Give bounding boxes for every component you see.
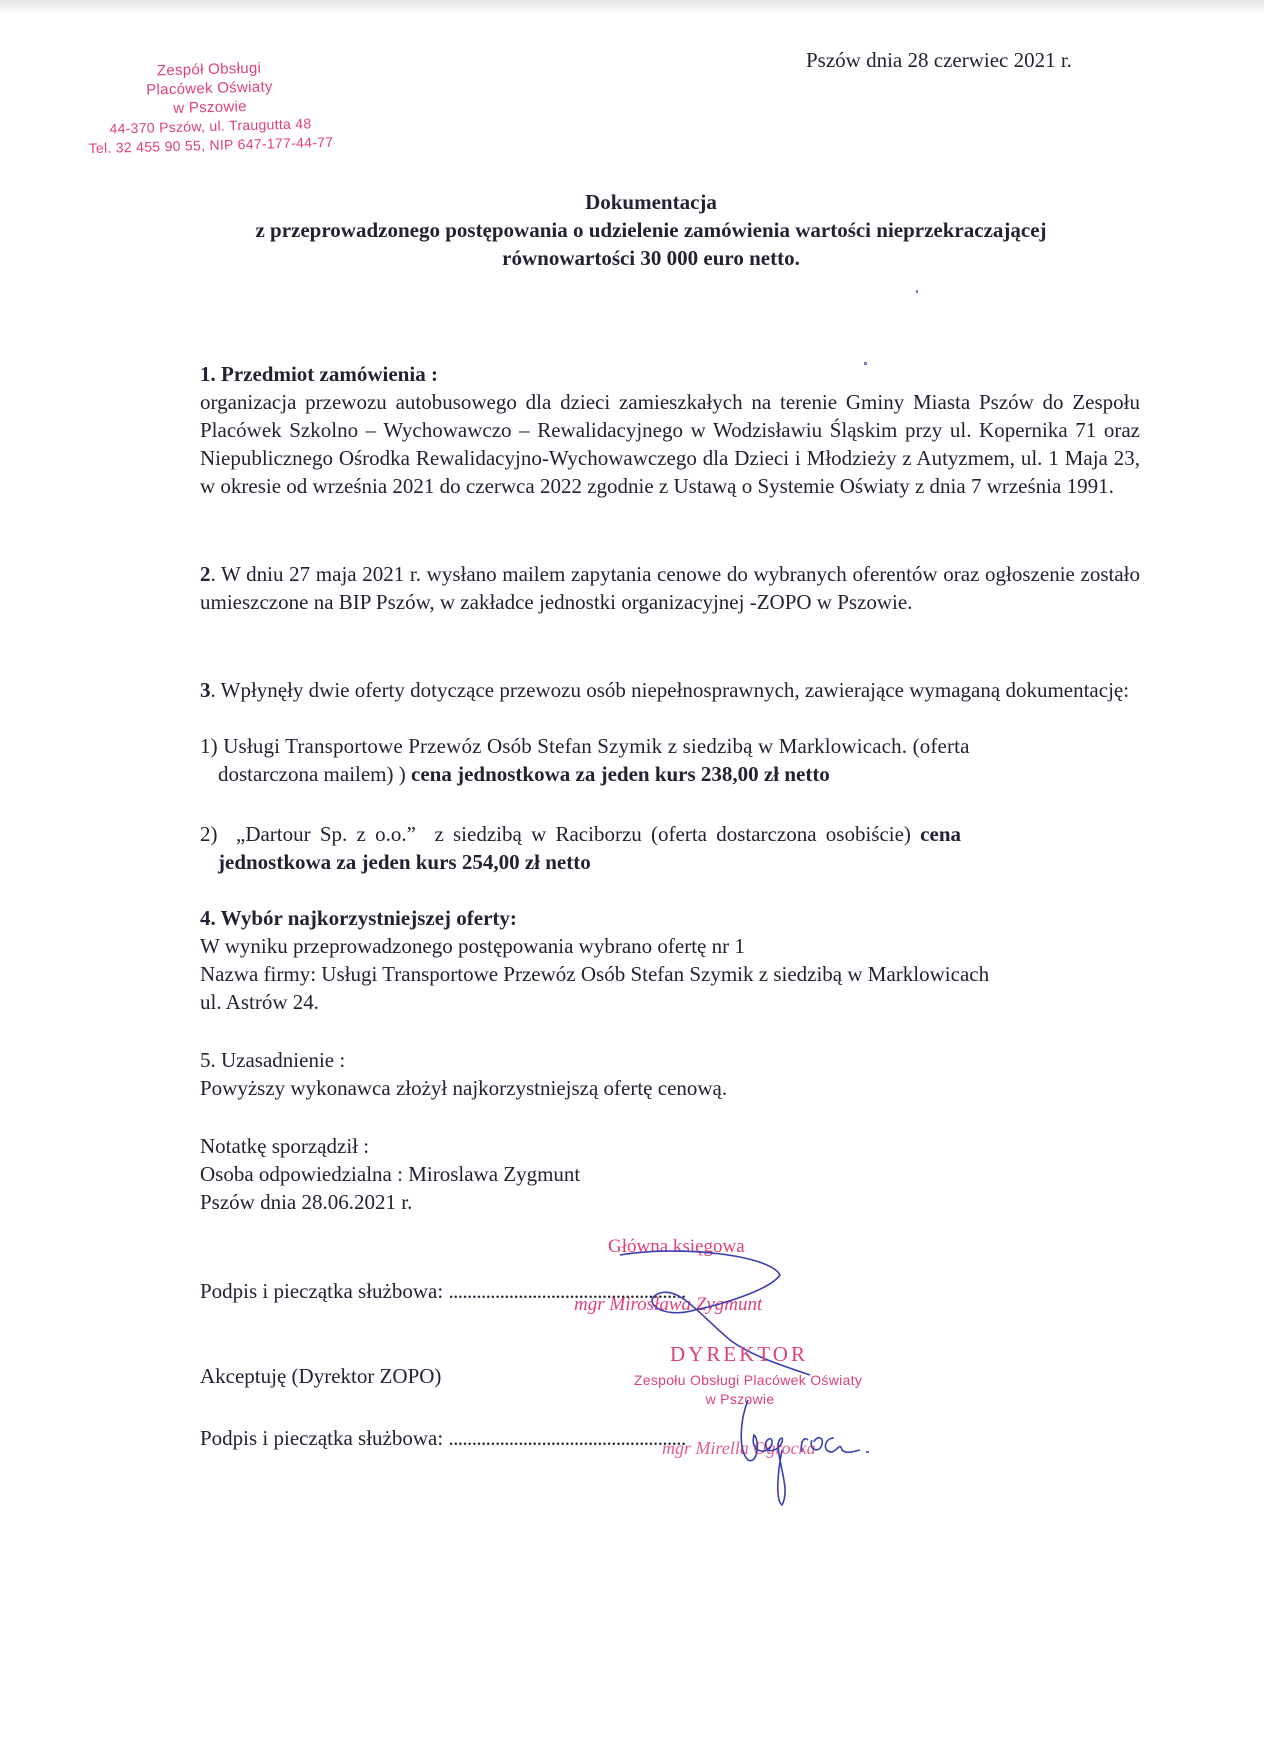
note-date: Pszów dnia 28.06.2021 r. [200,1190,413,1214]
offer-1 [200,732,1150,788]
section-4-line: W wyniku przeprowadzonego postępowania wybrano ofertę nr 1 [200,934,745,958]
title-line-3: równowartości 30 000 euro netto. [502,246,800,270]
director-stamp-city: w Pszowie [705,1391,775,1407]
section-1 [200,360,1140,500]
note-responsible: Osoba odpowiedzialna : Miroslawa Zygmunt [200,1162,581,1186]
title-line-1: Dokumentacja [585,190,717,214]
stamp-line: Tel. 32 455 90 55, NIP 647-177-44-77 [88,133,334,157]
document-date: Pszów dnia 28 czerwiec 2021 r. [806,48,1072,72]
section-3-text: . Wpłynęły dwie oferty dotyczące przewozu osób niepełnosprawnych, zawierające wymaganą dokumentację: [210,678,1130,702]
title-line-2: z przeprowadzonego postępowania o udzielenie zamówienia wartości nieprzekraczającej [255,218,1047,242]
scan-edge-shadow [0,0,1264,14]
director-stamp-org: Zespołu Obsługi Placówek Oświaty [633,1372,863,1388]
section-1-text: organizacja przewozu autobusowego dla dzieci zamieszkałych na terenie Gminy Miasta Pszów do Zespołu Placówek Szkolno – Wychowawczo – Rewalidacyjnego w Wodzisławiu Śląskim przy ul. Kopernika 71 oraz Niepublicznego Ośrodka Rewalidacyjno-Wychowawczego dla Dzieci i Młodzieży z Autyzmem, ul. 1 Maja 23, w okresie od września 2021 do czerwca 2022 zgodnie z Ustawą o Systemie Oświaty z dnia 7 września 1991. [200,390,1140,498]
section-4-heading: 4. Wybór najkorzystniejszej oferty: [200,906,517,930]
signature-dots-2: ................................................... [448,1426,686,1450]
section-4-line: Nazwa firmy: Usługi Transportowe Przewóz Osób Stefan Szymik z siedzibą w Marklowicach [200,962,990,986]
offer-2 [200,820,1150,876]
offer-1-delivery: dostarczona mailem) ) [218,762,411,786]
accept-label: Akceptuję (Dyrektor ZOPO) [200,1364,442,1388]
offer-2-line-1 [200,820,1150,848]
document-title [0,188,1264,272]
accountant-stamp-title: Główna księgowa [608,1236,745,1257]
section-5 [200,1046,1140,1102]
director-stamp-name: mgr Mirella Ogrocka [662,1438,816,1458]
section-3 [200,676,1140,704]
section-4 [200,904,1160,1016]
accountant-stamp-name: mgr Mirosława Zygmunt [574,1294,763,1315]
director-stamp-title: DYREKTOR [670,1342,808,1366]
offer-1-price: cena jednostkowa za jeden kurs 238,00 zł netto [411,762,830,786]
stamp-line: Placówek Oświaty [146,78,273,99]
section-1-heading: 1. Przedmiot zamówienia : [200,362,438,386]
signature-line-2 [200,1424,686,1452]
stamp-line: w Pszowie [173,98,247,117]
section-2-number: 2 [200,562,211,586]
section-5-text: Powyższy wykonawca złożył najkorzystniejszą ofertę cenową. [200,1076,728,1100]
signature-label-2: Podpis i pieczątka służbowa: [200,1426,449,1450]
director-signature [720,1380,940,1510]
section-3-number: 3 [200,678,211,702]
section-4-line: ul. Astrów 24. [200,990,320,1014]
offer-2-description: 2) „Dartour Sp. z o.o.” z siedzibą w Raciborzu (oferta dostarczona osobiście) [200,822,921,846]
stamp-line: Zespół Obsługi [156,59,262,80]
signature-label-1: Podpis i pieczątka służbowa: [200,1279,449,1303]
offer-2-price-start: cena [920,822,961,846]
section-5-heading: 5. Uzasadnienie : [200,1048,346,1072]
offer-1-line-2 [200,760,1150,788]
signature-dots-1: ................................................... [448,1279,686,1303]
institution-stamp [79,57,341,159]
section-2-text: . W dniu 27 maja 2021 r. wysłano mailem zapytania cenowe do wybranych oferentów oraz ogłoszenie zostało umieszczone na BIP Pszów, w zakładce jednostki organizacyjnej -ZOPO w Pszowie. [200,562,1140,614]
offer-2-price: jednostkowa za jeden kurs 254,00 zł netto [218,850,591,874]
section-2 [200,560,1140,616]
offer-1-line-1: 1) Usługi Transportowe Przewóz Osób Stefan Szymik z siedzibą w Marklowicach. (oferta [200,734,970,758]
scan-speck [916,290,918,293]
stamp-line: 44-370 Pszów, ul. Traugutta 48 [109,115,312,137]
note-label: Notatkę sporządził : [200,1134,370,1158]
note-block [200,1132,900,1216]
